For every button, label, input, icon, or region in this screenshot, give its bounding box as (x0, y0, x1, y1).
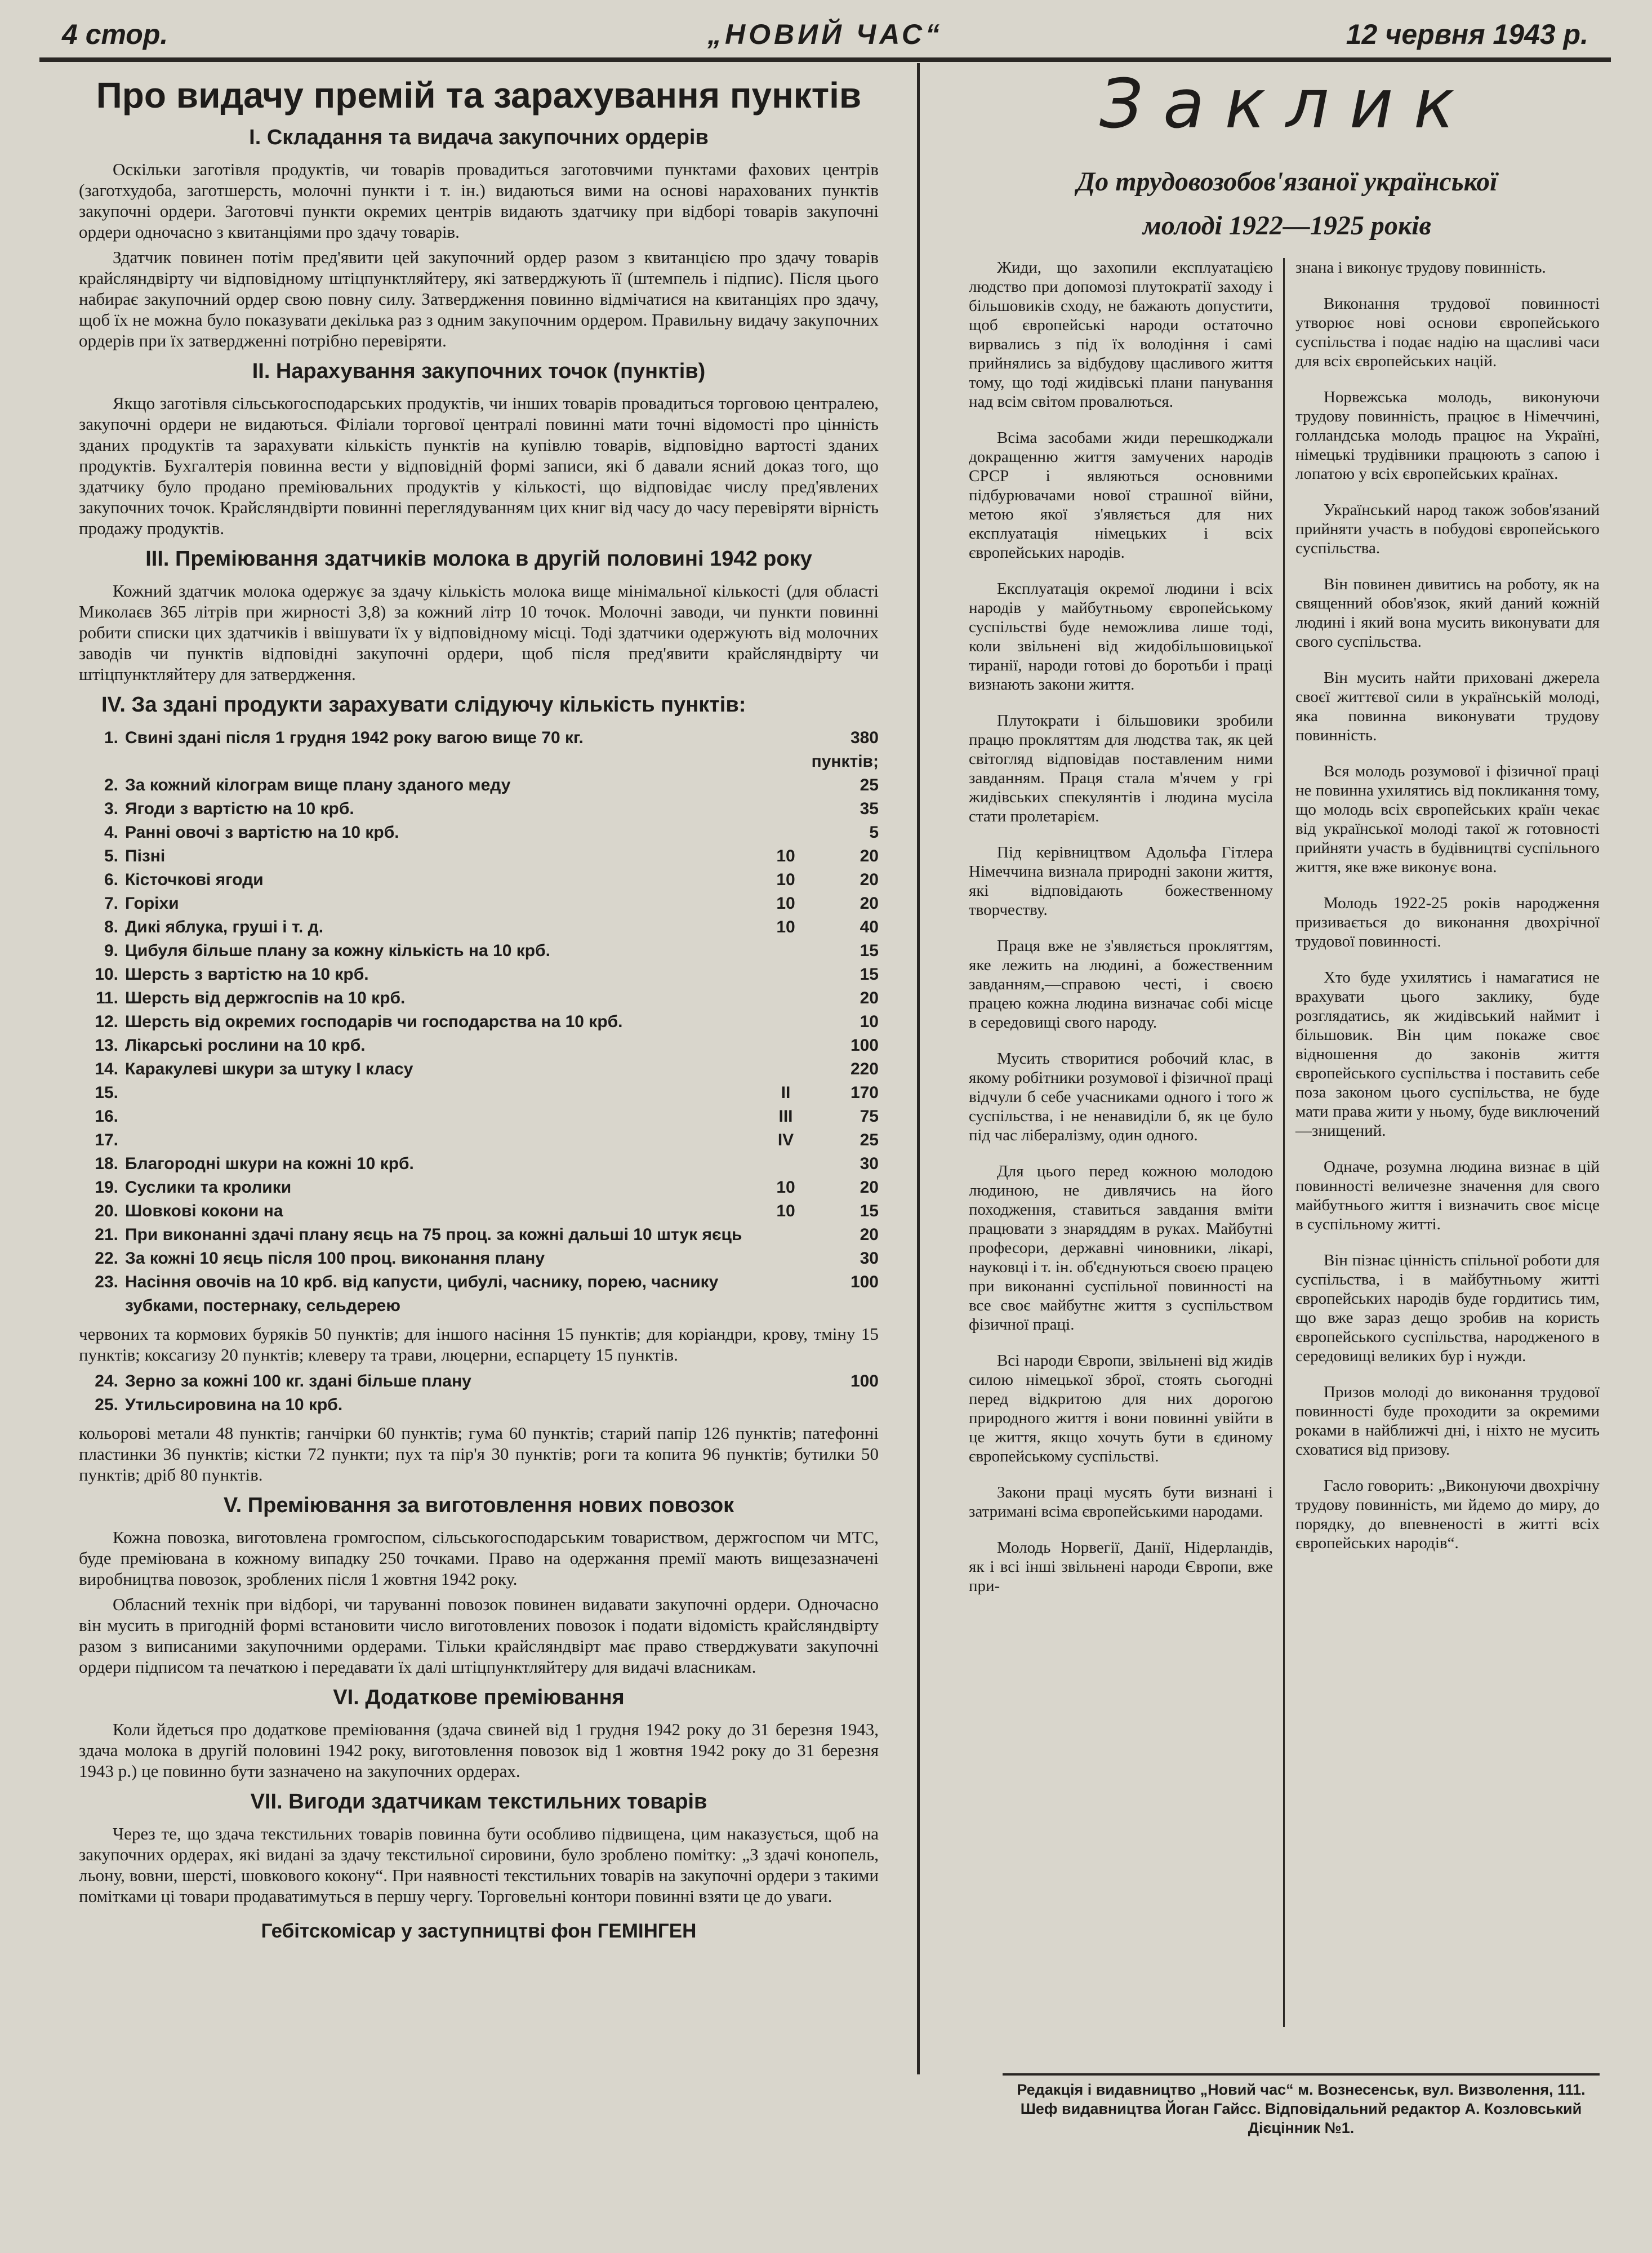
item-unit: 10 (776, 894, 795, 913)
item-unit (760, 939, 811, 963)
item-points: 25 (860, 1131, 879, 1149)
subcolumn-divider (1283, 258, 1285, 2027)
item-number: 21. (95, 1225, 118, 1244)
points-list-item (79, 726, 879, 774)
item-unit: III (778, 1107, 793, 1126)
item-points: 15 (860, 1202, 879, 1220)
item-unit (760, 726, 811, 774)
item-unit (760, 1034, 811, 1057)
item-points: 25 (860, 776, 879, 794)
item-text: Шерсть від держгоспів на 10 крб. (125, 989, 406, 1007)
points-list-item (79, 939, 879, 963)
item-points: 15 (860, 941, 879, 960)
section-1-paragraph-1: Оскільки заготівля продуктів, чи товарів провадиться заготовчими пунктами фахових центрів (заготхудоба, заготшерсть, молочні пункти і т. ін.) видаються вими на основі нарахованих пунктів закупочні ордери. Заготовчі пункти окремих центрів видають здатчику при відборі товарів закупочні ордери одночасно з квитанціями про здачу товарів. (79, 159, 879, 242)
item-text: Пізні (125, 847, 166, 865)
item-unit (760, 1370, 811, 1393)
section-5-paragraph-2: Обласний технік при відборі, чи таруванні повозок повинен видавати закупочні ордери. Одночасно він мусить в пригодній формі встановити число виготовлених повозок і подати відомість крайсляндвірту разом з виписаними закупочними ордерами. Тільки крайсляндвірт має право стверджувати закупочні ордери підписом та печаткою і передавати їх далі штіцпунктляйтеру для видачі власникам. (79, 1594, 879, 1677)
points-list-item (79, 1010, 879, 1034)
section-4-seeds-text: червоних та кормових буряків 50 пунктів; для іншого насіння 15 пунктів; для коріандри, крову, тміну 15 пунктів; коксагизу 20 пунктів; клеверу та трави, люцерни, еспарцету 15 пунктів. (79, 1324, 879, 1365)
points-list-item (79, 1270, 879, 1318)
points-list-item (79, 1370, 879, 1393)
appeal-paragraph: Призов молоді до виконання трудової повинності буде проходити за окремими роками в найближчі дні, і ніхто не мусить сховатися від призову. (1295, 1383, 1600, 1459)
appeal-paragraph: Він повинен дивитись на роботу, як на священний обов'язок, який даний кожній людині і який вона мусить виконувати для свого суспільства. (1295, 575, 1600, 651)
item-points: 20 (860, 847, 879, 865)
item-text: Кісточкові ягоди (125, 870, 264, 889)
item-number: 13. (95, 1036, 118, 1055)
section-1-heading: I. Складання та видача закупочних ордерів (249, 126, 709, 149)
item-unit (760, 1057, 811, 1081)
points-list-item (79, 1057, 879, 1081)
appeal-paragraph: Молодь Норвегії, Данії, Нідерландів, як і всі інші звільнені народи Європи, вже при- (969, 1539, 1273, 1595)
points-list-item (79, 916, 879, 939)
item-number: 2. (104, 776, 118, 794)
item-number: 22. (95, 1249, 118, 1268)
masthead-rule (39, 57, 1611, 62)
newspaper-name: „НОВИЙ ЧАС“ (707, 19, 943, 50)
section-6-paragraph-1: Коли йдеться про додаткове преміювання (здача свиней від 1 грудня 1942 року до 31 березня 1943, здача молока в другій половині 1942 року, виготовлення повозок від 1 жовтня 1942 року до 31 березня 1943 р.) це повинно бути зазначено на закупочних ордерах. (79, 1719, 879, 1781)
item-unit: II (781, 1083, 791, 1102)
item-points: 20 (860, 989, 879, 1007)
item-points: 100 (850, 1273, 879, 1291)
item-number: 3. (104, 799, 118, 818)
points-list-item (79, 986, 879, 1010)
points-list (79, 726, 879, 1318)
issue-date: 12 червня 1943 р. (1346, 19, 1588, 50)
section-1-paragraph-2: Здатчик повинен потім пред'явити цей закупочний ордер разом з квитанцією про здачу товарів крайсляндвірту чи відповідному штіцпунктляйтеру, які затверджують її (штемпель і підпис). Після цього набирає закупочний ордер свою повну силу. Затвердження повинно відмічатися на квитанціях про здачу, щоб їх не можна було показувати декілька раз з одним закупочним ордером. Правильну видачу закупочних ордерів при їх затвердженні потрібно перевіряти. (79, 247, 879, 350)
item-number: 10. (95, 965, 118, 984)
points-list-item (79, 845, 879, 868)
appeal-paragraph: Український народ також зобов'язаний прийняти участь в побудові європейського суспільства. (1295, 501, 1600, 557)
points-list-item (79, 1081, 879, 1105)
appeal-paragraph: Вся молодь розумової і фізичної праці не повинна ухилятись від покликання тому, що молодь всіх європейських країн чекає від української молоді такої ж готовності прийняти участь в будівництві суспільного життя, яке вже виконує вона. (1295, 762, 1600, 876)
item-text: Цибуля більше плану за кожну кількість на 10 крб. (125, 941, 550, 960)
article-signature: Гебітскомісар у заступництві фон ГЕМІНГЕН (261, 1920, 697, 1942)
item-points: 20 (860, 894, 879, 913)
item-text: Зерно за кожні 100 кг. здані більше плану (125, 1372, 471, 1390)
item-points: 30 (860, 1249, 879, 1268)
imprint (991, 2080, 1611, 2138)
page-number: 4 стор. (62, 19, 168, 50)
appeal-paragraph: Жиди, що захопили експлуатацією людство при допомозі плутократії заходу і більшовиків сходу, не бажають допустити, щоб європейські народи остаточно вирвались з під їх володіння і самі прийнялись за відбудову щасливого життя тому, що тоді жидівські плани панування над всім світом провалються. (969, 259, 1273, 411)
item-number: 18. (95, 1154, 118, 1173)
item-unit (760, 1270, 811, 1318)
item-number: 12. (95, 1012, 118, 1031)
points-list-item (79, 1128, 879, 1152)
item-text: Насіння овочів на 10 крб. від капусти, цибулі, часнику, порею, часнику зубками, постернаку, сельдерею (125, 1273, 719, 1315)
item-unit (760, 1152, 811, 1176)
section-4-heading: IV. За здані продукти зарахувати слідуючу кількість пунктів: (101, 693, 746, 717)
item-points (811, 1393, 879, 1417)
item-number: 9. (104, 941, 118, 960)
appeal-paragraph: Хто буде ухилятись і намагатися не врахувати цього заклику, буде розглядатись, як жидівський наймит і більшовик. Він цим покаже своє відношення до законів життя європейського суспільства і поставить себе поза законом цього суспільства, не буде мати права жити у ньому, буде виключений—знищений. (1295, 968, 1600, 1140)
item-unit: 10 (776, 870, 795, 889)
item-text: Дикі яблука, груші і т. д. (125, 918, 324, 936)
points-list-item (79, 797, 879, 821)
item-text (125, 1105, 760, 1128)
item-unit (760, 774, 811, 797)
item-unit (760, 963, 811, 986)
item-unit (760, 797, 811, 821)
item-points: 30 (860, 1154, 879, 1173)
item-text (125, 1081, 760, 1105)
appeal-subtitle-line-2: молоді 1922—1925 років (1143, 211, 1431, 241)
item-unit: IV (777, 1131, 794, 1149)
item-unit: 10 (776, 1178, 795, 1197)
section-5-paragraph-1: Кожна повозка, виготовлена громгоспом, сільськогосподарським товариством, держгоспом чи МТС, буде преміювана в кожному випадку 250 точками. Право на одержання премії мають вищезазначені виробництва повозок, зроблених після 1 жовтня 1942 року. (79, 1527, 879, 1589)
points-list-item (79, 1152, 879, 1176)
appeal-paragraph-continued: знана і виконує трудову повинність. (1295, 259, 1546, 277)
appeal-paragraph: Він мусить найти приховані джерела своєї життєвої сили в українській молоді, яка повинна виконувати трудову повинність. (1295, 669, 1600, 744)
section-6-heading: VI. Додаткове преміювання (333, 1686, 625, 1709)
item-unit (760, 1223, 811, 1247)
item-unit: 10 (776, 1202, 795, 1220)
points-list-item (79, 774, 879, 797)
appeal-subcolumn-b (1295, 258, 1600, 1570)
item-text: За кожні 10 яєць після 100 проц. виконання плану (125, 1249, 545, 1268)
points-list-item (79, 1393, 879, 1417)
item-text: Шерсть з вартістю на 10 крб. (125, 965, 369, 984)
appeal-paragraph: Під керівництвом Адольфа Гітлера Німеччина визнала природні закони життя, які відповідають божественному творчеству. (969, 843, 1273, 919)
section-3-heading: III. Преміювання здатчиків молока в другій половині 1942 року (145, 547, 812, 571)
article-column (79, 68, 879, 1944)
item-number: 6. (104, 870, 118, 889)
points-list-item (79, 892, 879, 916)
item-number: 25. (95, 1396, 118, 1414)
item-points: 100 (850, 1372, 879, 1390)
points-list-item (79, 1247, 879, 1270)
item-number: 14. (95, 1060, 118, 1078)
item-number: 24. (95, 1372, 118, 1390)
item-points: 20 (860, 1178, 879, 1197)
section-5-heading: V. Преміювання за виготовлення нових повозок (223, 1494, 734, 1517)
item-text: Ранні овочі з вартістю на 10 крб. (125, 823, 399, 842)
appeal-paragraph: Виконання трудової повинності утворює нові основи європейського суспільства і подає надію на щасливі часи для всіх європейських націй. (1295, 295, 1600, 370)
appeal-paragraph: Експлуатація окремої людини і всіх народів у майбутньому європейському суспільстві буде неможлива лише тоді, коли звільнені від жидобільшовицької тиранії, народи готові до боротьби і праці визнають закони життя. (969, 580, 1273, 694)
item-text (125, 1128, 760, 1152)
item-points: 5 (869, 823, 879, 842)
section-2-paragraph-1: Якщо заготівля сільськогосподарських продуктів, чи інших товарів провадиться торговою централею, закупочні ордери не видаються. Філіали торгової централі повинні мати точні відомості про цінність зданих продуктів та зарахувати кількість пунктів на купівлю товарів, відповідно вартості зданих продуктів. Бухгалтерія повинна вести у відповідній формі записи, які б давали ясний доказ того, що здатчику було продано преміювальних продуктів у кількості, що відповідає числу пред'явлених закупочних точок. Крайсляндвірти повинні переглядуванням цих книг від часу до часу перевіряти вірність продажу продуктів. (79, 393, 879, 538)
item-points: 20 (860, 870, 879, 889)
item-unit (760, 821, 811, 845)
item-number: 11. (95, 989, 118, 1007)
item-number: 8. (104, 918, 118, 936)
item-number: 15. (95, 1083, 118, 1102)
item-text: Горіхи (125, 894, 179, 913)
appeal-subcolumn-b-paragraphs (1295, 294, 1600, 1553)
item-text: Каракулеві шкури за штуку I класу (125, 1060, 413, 1078)
item-unit (760, 1393, 811, 1417)
points-list-item (79, 1034, 879, 1057)
section-7-heading: VII. Вигоди здатчикам текстильних товарів (250, 1790, 707, 1814)
appeal-body (969, 258, 1605, 2027)
points-list-continued (79, 1370, 879, 1417)
item-points: 100 (850, 1036, 879, 1055)
item-points: 20 (860, 1225, 879, 1244)
item-text: Суслики та кролики (125, 1178, 292, 1197)
item-unit (760, 1247, 811, 1270)
section-4-salvage-text: кольорові метали 48 пунктів; ганчірки 60 пунктів; гума 60 пунктів; старий папір 126 пунктів; патефонні пластинки 36 пунктів; кістки 72 пункти; пух та пір'я 30 пунктів; роги та копита 96 пунктів; бутилки 50 пунктів; дріб 80 пунктів. (79, 1423, 879, 1485)
points-list-item (79, 821, 879, 845)
item-text: При виконанні здачі плану яєць на 75 проц. за кожні дальші 10 штук яєць (125, 1225, 742, 1244)
appeal-paragraph: Закони праці мусять бути визнані і затримані всіма європейськими народами. (969, 1483, 1273, 1521)
item-text: Благородні шкури на кожні 10 крб. (125, 1154, 414, 1173)
item-text: Шовкові кокони на (125, 1202, 283, 1220)
column-divider (917, 63, 920, 2074)
item-unit: 10 (776, 918, 795, 936)
points-list-item (79, 1105, 879, 1128)
appeal-subtitle (969, 160, 1605, 248)
item-number: 23. (95, 1273, 118, 1291)
item-unit: 10 (776, 847, 795, 865)
item-points: 15 (860, 965, 879, 984)
appeal-column (969, 63, 1605, 2027)
appeal-paragraph: Всі народи Європи, звільнені від жидів силою німецької зброї, стоять сьогодні перед відкритою для них дорогою природного життя і вони повинні увійти в це життя, якщо хочуть бути в єдиному європейському суспільстві. (969, 1352, 1273, 1465)
item-number: 1. (104, 728, 118, 747)
masthead (39, 12, 1611, 57)
item-unit (760, 1010, 811, 1034)
item-text: Ягоди з вартістю на 10 крб. (125, 799, 354, 818)
appeal-subtitle-line-1: До трудовозобов'язаної української (1076, 167, 1498, 197)
appeal-paragraph: Молодь 1922-25 років народження призивається до виконання двохрічної трудової повинності. (1295, 894, 1600, 950)
points-list-item (79, 1176, 879, 1199)
appeal-paragraph: Для цього перед кожною молодою людиною, не дивлячись на його походження, ставиться завдання вміти працювати з знаряддям в руках. Майбутні професори, державні чиновники, лікарі, науковці і т. ін. об'єднуються своєю працею при виконанні суспільної повинності на все своє майбутнє життя з суспільством фізичної праці. (969, 1162, 1273, 1334)
points-list-item (79, 868, 879, 892)
item-number: 16. (95, 1107, 118, 1126)
article-title: Про видачу премій та зарахування пунктів (96, 75, 862, 115)
item-points: 40 (860, 918, 879, 936)
imprint-line-3: Дієцінник №1. (1248, 2119, 1355, 2136)
item-points: 10 (860, 1012, 879, 1031)
appeal-paragraph: Всіма засобами жиди перешкоджали докращенню життя замучених народів СРСР і являються основними підбурювачами нової страшної війни, метою якої з'являється для них експлуатація німецьких і всіх європейських народів. (969, 429, 1273, 562)
item-text: Шерсть від окремих господарів чи господарства на 10 крб. (125, 1012, 623, 1031)
appeal-paragraph: Мусить створитися робочий клас, в якому робітники розумової і фізичної праці відчули б себе учасниками одного і того ж суспільства, і не ненавиділи б, як це було під час лібералізму, один одного. (969, 1050, 1273, 1144)
section-3-paragraph-1: Кожний здатчик молока одержує за здачу кількість молока вище мінімальної кількості (для області Миколаєв 365 літрів при жирності 3,8) за кожний літр 10 точок. Молочні заводи, чи пункти повинні робити списки цих здатчиків і ввішувати їх у відповідному місці. Тоді здатчики одержують від молочних заводів чи пунктів відповідні закупочні ордери, щоб після пред'явити крайсляндвірту чи штіцпунктляйтеру для затвердження. (79, 581, 879, 684)
appeal-subcolumn-a (969, 258, 1273, 1612)
appeal-paragraph: Він пізнає цінність спільної роботи для суспільства, і в майбутньому житті європейських народів буде гордитись тим, що вже зараз дещо зробив на користь європейського суспільства, народженого в середовищі великих бур і нужди. (1295, 1251, 1600, 1365)
points-list-item (79, 963, 879, 986)
item-number: 20. (95, 1202, 118, 1220)
appeal-paragraph: Норвежська молодь, виконуючи трудову повинність, працює в Німеччині, голландська молодь працює на Україні, німецькі трудівники працюють з сапою і лопатою у всіх європейських країнах. (1295, 388, 1600, 483)
imprint-line-1: Редакція і видавництво „Новий час“ м. Вознесенськ, вул. Визволення, 111. (1017, 2081, 1586, 2098)
item-number: 7. (104, 894, 118, 913)
item-points: 35 (860, 799, 879, 818)
item-unit (760, 986, 811, 1010)
appeal-paragraph: Плутократи і більшовики зробили працю прокляттям для людства так, як цей світогляд відповідав поставленим ними завданням. Праця стала м'ячем у грі жидівських спекулянтів і людина мусіла стати пролетарієм. (969, 712, 1273, 825)
points-list-item (79, 1199, 879, 1223)
item-number: 19. (95, 1178, 118, 1197)
imprint-rule (1003, 2073, 1600, 2076)
imprint-line-2: Шеф видавництва Йоган Гайсс. Відповідальний редактор А. Козловський (1020, 2100, 1582, 2117)
appeal-paragraph: Праця вже не з'являється прокляттям, яке лежить на людині, а божественним завданням,—справою честі, і своєю працею кожна людина визначає собі місце в середовищі свого народу. (969, 937, 1273, 1032)
points-list-item (79, 1223, 879, 1247)
appeal-title: Заклик (1099, 65, 1475, 144)
item-number: 5. (104, 847, 118, 865)
section-7-paragraph-1: Через те, що здача текстильних товарів повинна бути особливо підвищена, цим наказується, щоб на закупочних ордерах, які видані за здачу текстильної сировини, було зроблено помітку: „З здачі конопель, льону, вовни, шерсті, шовкового кокону“. При наявності текстильних товарів на закупочні ордери з такими помітками ці товари продаватимуться в першу чергу. Торговельні контори повинні взяти це до уваги. (79, 1824, 879, 1906)
item-text: Лікарські рослини на 10 крб. (125, 1036, 366, 1055)
appeal-paragraph: Одначе, розумна людина визнає в цій повинності величезне значення для свого майбутнього життя і визначить своє місце в суспільному житті. (1295, 1158, 1600, 1233)
section-2-heading: II. Нарахування закупочних точок (пунктів) (252, 359, 706, 383)
appeal-paragraph: Гасло говорить: „Виконуючи двохрічну трудову повинність, ми йдемо до миру, до порядку, до впевненості в житті всіх європейських народів“. (1295, 1477, 1600, 1552)
item-text: Утильсировина на 10 крб. (125, 1396, 343, 1414)
item-number: 4. (104, 823, 118, 842)
item-number: 17. (95, 1131, 118, 1149)
item-text: За кожний кілограм вище плану зданого меду (125, 776, 511, 794)
item-points: 75 (860, 1107, 879, 1126)
item-points: 220 (850, 1060, 879, 1078)
item-points: 380 пунктів; (811, 728, 879, 771)
item-text: Свині здані після 1 грудня 1942 року вагою вище 70 кг. (125, 728, 584, 747)
item-points: 170 (850, 1083, 879, 1102)
